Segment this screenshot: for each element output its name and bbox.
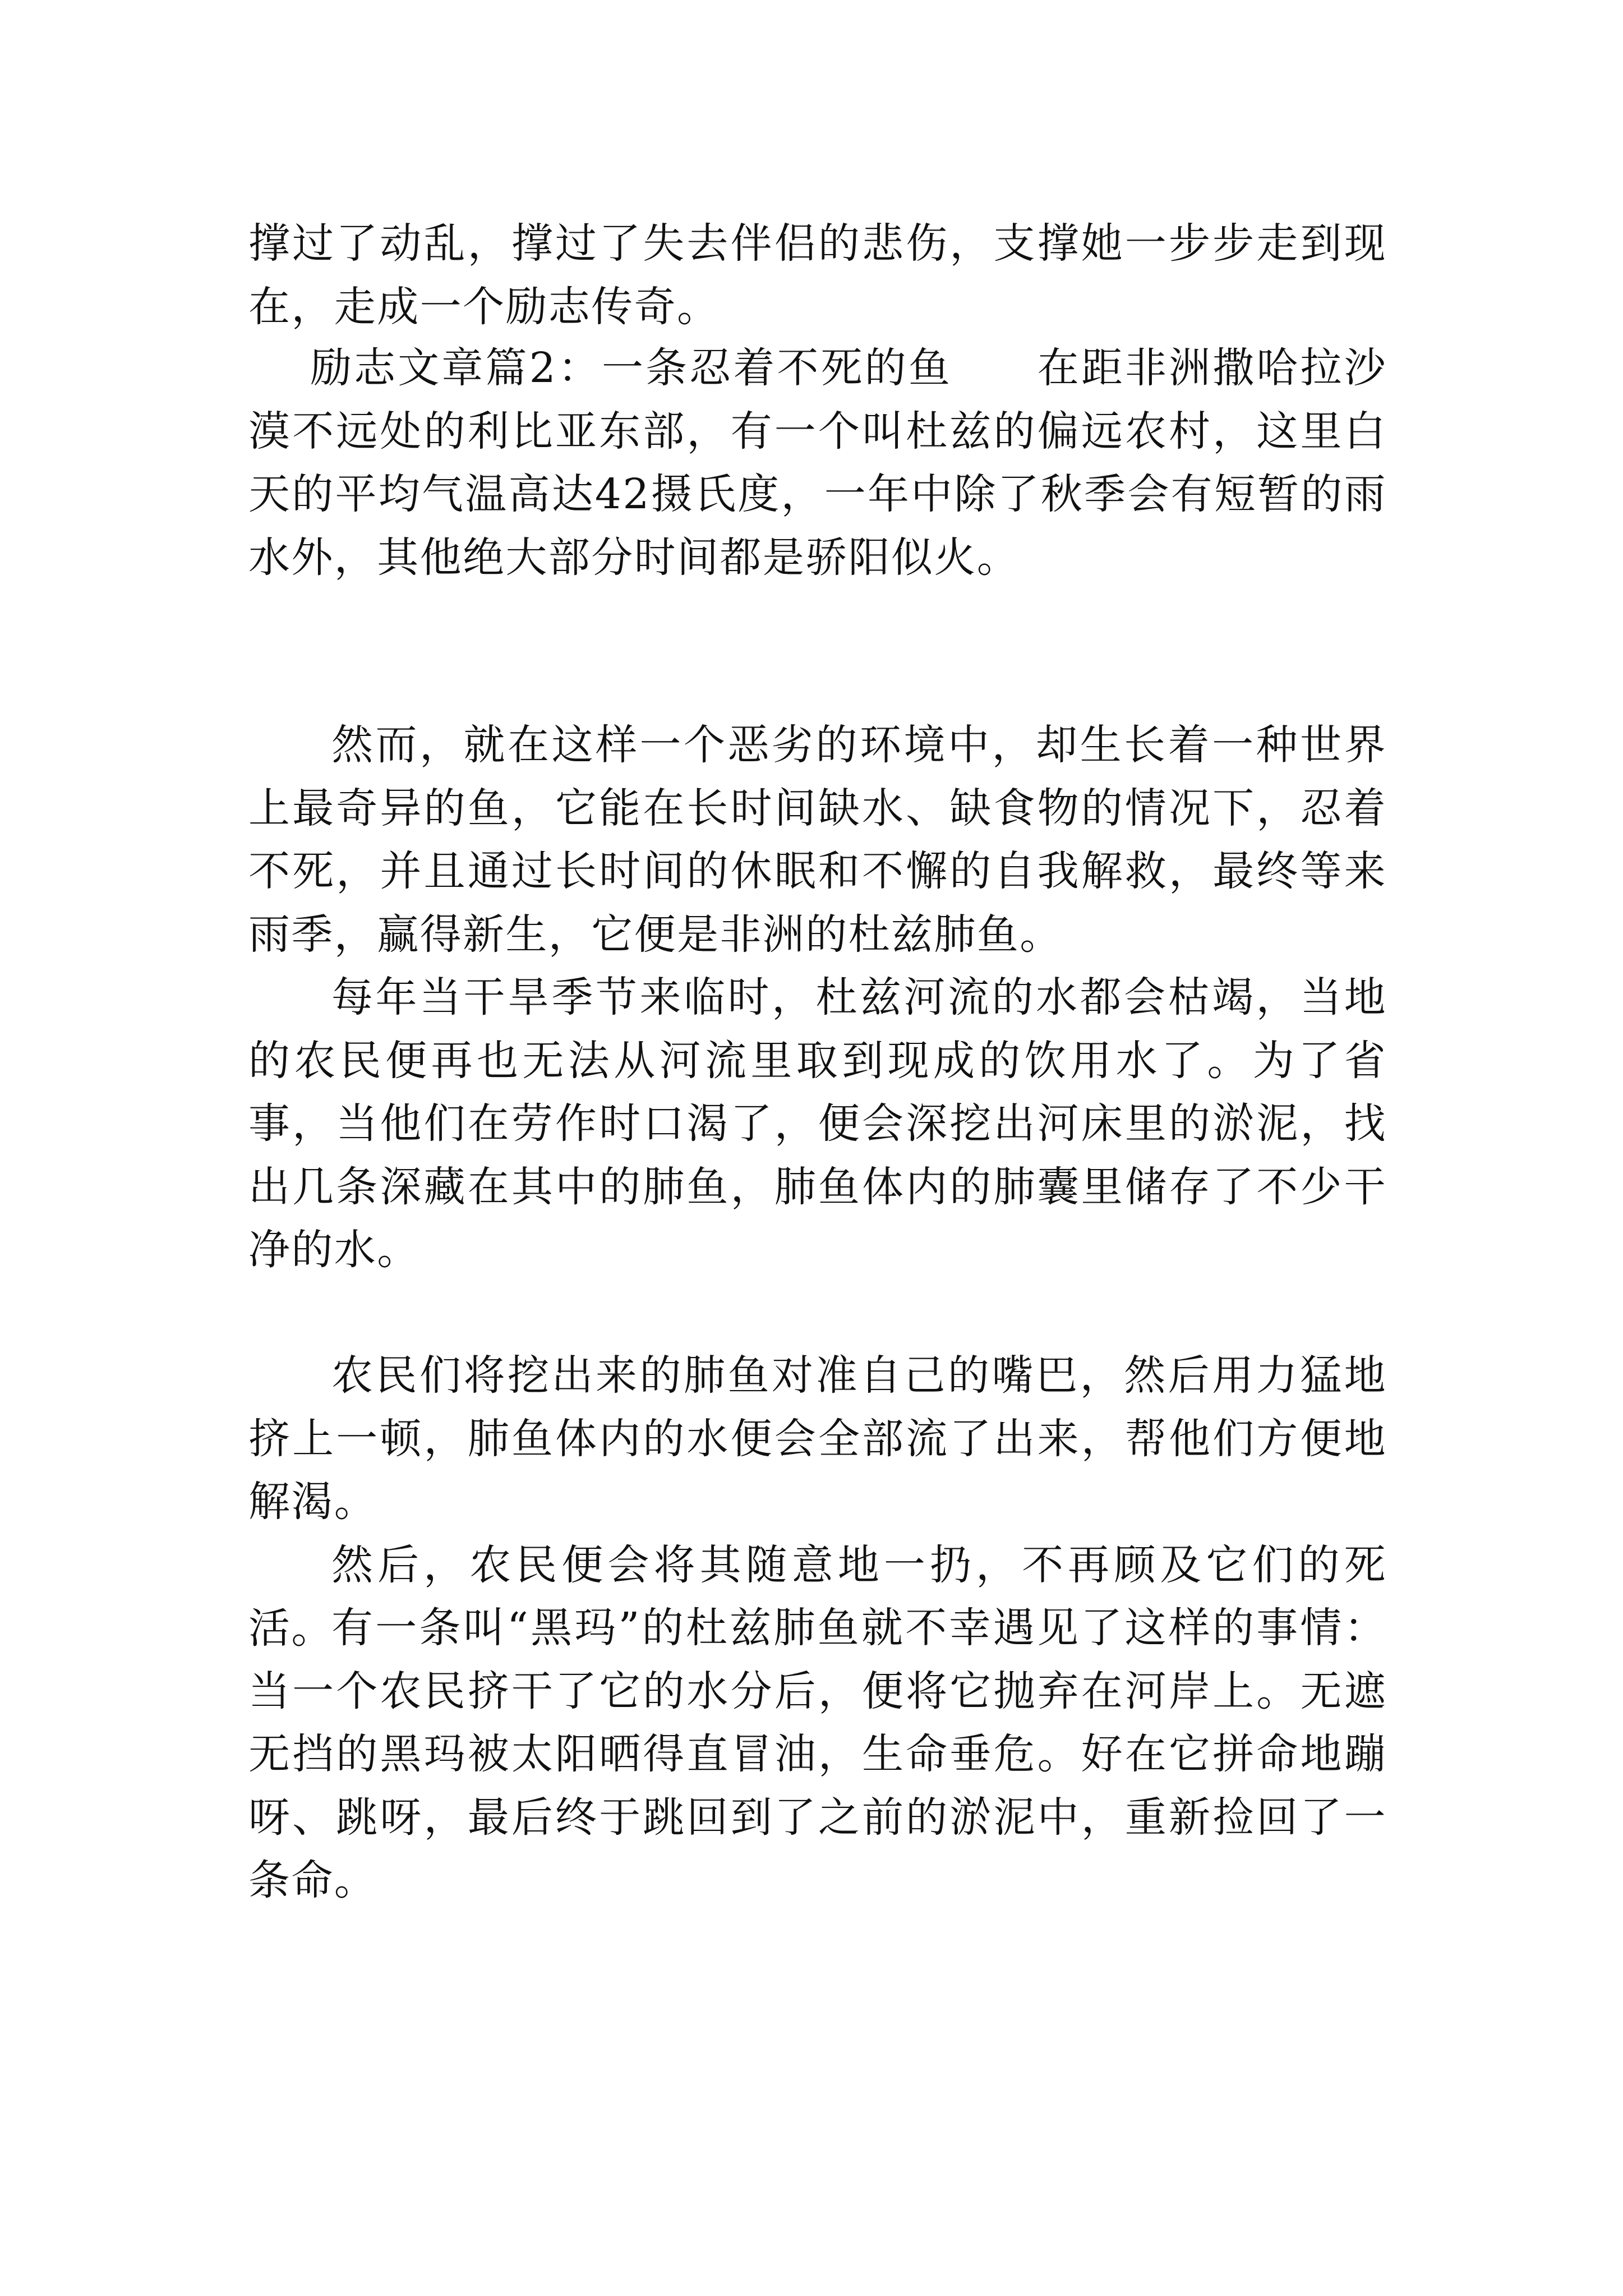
paragraph-article-heading [248, 337, 1387, 589]
paragraph-body: 然后，农民便会将其随意地一扔，不再顾及它们的死活。 [248, 1541, 1387, 1653]
paragraph-body: 农民们将挖出来的肺鱼对准自己的嘴巴，然后用力猛地挤上一顿，肺鱼体内的水便会全部流了出来，帮他们方便地解渴。 [248, 1351, 1387, 1526]
paragraph-body: 然而，就在这样一个恶劣的环境中，却生长着一种世界上最奇异的鱼，它能在长时间缺水、缺食物的情况下，忍着不死，并且通过长时间的休眠和不懈的自我解救，最终等来雨季，赢得新生，它便是非洲的杜兹肺鱼。 [248, 721, 1387, 959]
paragraph-body: 有一条叫“黑玛”的杜兹肺鱼就不幸遇见了这样的事情：当一个农民挤干了它的水分后，便将它抛弃在河岸上。无遮无挡的黑玛被太阳晒得直冒油，生命垂危。好在它拼命地蹦呀、跳呀，最后终于跳回到了之前的淤泥中，重新捡回了一条命。 [248, 1604, 1387, 1904]
article-heading: 励志文章篇2：一条忍着不死的鱼 [310, 344, 952, 392]
paragraph-body: 每年当干旱季节来临时，杜兹河流的水都会枯竭，当地的农民便再也无法从河流里取到现成的饮用水了。为了省事，当他们在劳作时口渴了，便会深挖出河床里的淤泥，找出几条深藏在其中的肺鱼，肺鱼体内的肺囊里储存了不少干净的水。 [248, 973, 1387, 1274]
paragraph-continuation: 撑过了动乱，撑过了失去伴侣的悲伤，支撑她一步步走到现在，走成一个励志传奇。 [248, 219, 1387, 331]
article-intro-text: 在距非洲撒哈拉沙漠不远处的利比亚东部，有一个叫杜兹的偏远农村，这里白天的平均气温高达42摄氏度，一年中除了秋季会有短暂的雨水外，其他绝大部分时间都是骄阳似火。 [248, 344, 1387, 582]
